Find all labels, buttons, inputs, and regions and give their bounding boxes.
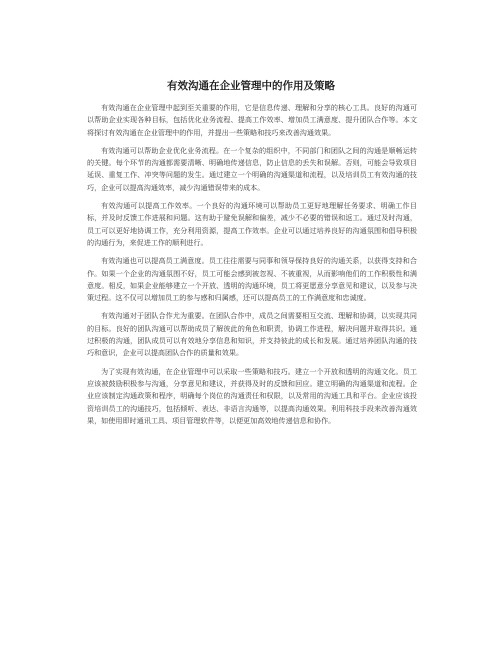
document-body [87,102,417,433]
paragraph-business-process: 有效沟通可以帮助企业优化业务流程。在一个复杂的组织中，不同部门和团队之间的沟通是顺畅运转的关键。每个环节的沟通都需要清晰、明确地传递信息，防止信息的丢失和误解。否则，可能会导致项目延误、重复工作、冲突等问题的发生。通过建立一个明确的沟通渠道和流程，以及培训员工有效沟通的技巧，企业可以提高沟通效率，减少沟通错误带来的成本。 [87,145,417,192]
paragraph-teamwork: 有效沟通对于团队合作尤为重要。在团队合作中，成员之间需要相互交流、理解和协调，以实现共同的目标。良好的团队沟通可以帮助成员了解彼此的角色和职责，协调工作进程，解决问题并取得共识。通过积极的沟通，团队成员可以有效地分享信息和知识，并支持彼此的成长和发展。通过培养团队沟通的技巧和意识，企业可以提高团队合作的质量和效果。 [87,311,417,358]
paragraph-strategies: 为了实现有效沟通，在企业管理中可以采取一些策略和技巧。建立一个开放和透明的沟通文化。员工应该被鼓励积极参与沟通，分享意见和建议，并获得及时的反馈和回应。建立明确的沟通渠道和流程。企业应该制定沟通政策和程序，明确每个岗位的沟通责任和权限，以及常用的沟通工具和平台。企业应该投资培训员工的沟通技巧，包括倾听、表达、非语言沟通等，以提高沟通效果。利用科技手段来改善沟通效果，如使用即时通讯工具、项目管理软件等，以便更加高效地传递信息和协作。 [87,366,417,425]
paragraph-work-efficiency: 有效沟通可以提高工作效率。一个良好的沟通环境可以帮助员工更好地理解任务要求、明确工作目标，并及时反馈工作进展和问题。这有助于避免误解和偏差，减少不必要的错误和返工。通过及时沟通，员工可以更好地协调工作，充分利用资源，提高工作效率。企业可以通过培养良好的沟通氛围和倡导积极的沟通行为，来促进工作的顺利进行。 [87,201,417,247]
paragraph-intro: 有效沟通在企业管理中起到至关重要的作用，它是信息传递、理解和分享的核心工具。良好的沟通可以帮助企业实现各种目标，包括优化业务流程、提高工作效率、增加员工满意度、提升团队合作等。本文将探讨有效沟通在企业管理中的作用，并提出一些策略和技巧来改善沟通效果。 [87,103,417,137]
document-title: 有效沟通在企业管理中的作用及策略 [167,80,335,92]
paragraph-employee-satisfaction: 有效沟通也可以提高员工满意度。员工往往需要与同事和领导保持良好的沟通关系，以获得支持和合作。如果一个企业的沟通氛围不好，员工可能会感到被忽视、不被重视，从而影响他们的工作积极性和满意度。相反，如果企业能够建立一个开放、透明的沟通环境，员工将更愿意分享意见和建议，以及参与决策过程。这不仅可以增加员工的参与感和归属感，还可以提高员工的工作满意度和忠诚度。 [87,256,417,303]
